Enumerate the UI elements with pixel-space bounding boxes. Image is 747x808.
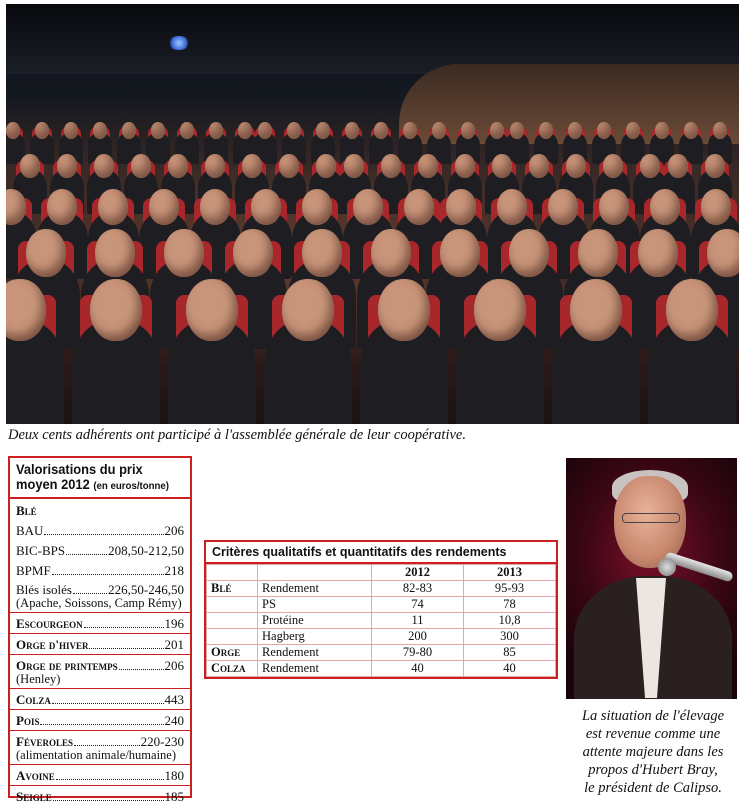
attendee-head: [548, 189, 578, 225]
speaker-photo: [566, 458, 737, 699]
attendee-head: [26, 229, 66, 277]
price-row: Pois 240: [16, 713, 184, 728]
attendee-head: [440, 229, 480, 277]
attendee-head: [638, 229, 678, 277]
attendee-head: [529, 154, 549, 178]
attendee-head: [371, 229, 411, 277]
attendee-head: [98, 189, 128, 225]
attendee-head: [316, 122, 330, 139]
attendee-head: [707, 229, 739, 277]
price-note: (Apache, Soissons, Camp Rémy): [16, 596, 182, 610]
attendee-head: [149, 189, 179, 225]
col-2013: 2013: [464, 565, 556, 581]
table-row: Blé Rendement 82-83 95-93: [207, 581, 556, 597]
price-note: (alimentation animale/humaine): [16, 748, 177, 762]
attendee-head: [597, 122, 611, 139]
attendee-head: [57, 154, 77, 178]
attendee-head: [90, 279, 142, 341]
attendee-head: [186, 279, 238, 341]
price-row: Seigle 185: [16, 789, 184, 804]
yields-table: [206, 564, 556, 677]
attendee-head: [209, 122, 223, 139]
blue-light: [168, 36, 190, 50]
portrait-caption: La situation de l'élevage est revenue comme une attente majeure dans les propos d'Hubert Bray, le président de Calipso.: [581, 708, 725, 796]
yields-table-box: [204, 540, 558, 679]
ble-heading: Blé: [16, 503, 37, 518]
prices-box: [8, 456, 192, 804]
table-row: Orge Rendement 79-80 85: [207, 645, 556, 661]
attendee-head: [200, 189, 230, 225]
attendee-head: [35, 122, 49, 139]
attendee-head: [287, 122, 301, 139]
prices-title: Valorisations du prix moyen 2012 (en euros/tonne): [16, 461, 170, 492]
price-row: Avoine 180: [16, 768, 184, 783]
price-row: Orge d'hiver 201: [16, 637, 184, 652]
attendee-head: [578, 229, 618, 277]
attendee-head: [418, 154, 438, 178]
price-note: (Henley): [16, 672, 61, 686]
price-row: Féveroles 220-230: [16, 734, 184, 749]
attendee-head: [94, 154, 114, 178]
attendee-head: [251, 189, 281, 225]
attendee-head: [432, 122, 446, 139]
attendee-head: [238, 122, 252, 139]
price-row: BPMF 218: [16, 563, 184, 578]
attendee-head: [461, 122, 475, 139]
table-row: Protéine 11 10,8: [207, 613, 556, 629]
attendee-head: [570, 279, 622, 341]
attendee-head: [316, 154, 336, 178]
attendee-head: [302, 229, 342, 277]
attendee-head: [705, 154, 725, 178]
audience-photo: [6, 4, 739, 424]
attendee-head: [599, 189, 629, 225]
yields-title: Critères qualitatifs et quantitatifs des rendements: [206, 542, 556, 564]
attendee-head: [233, 229, 273, 277]
attendee-head: [566, 154, 586, 178]
attendee-head: [6, 122, 20, 139]
attendee-head: [95, 229, 135, 277]
attendee-head: [650, 189, 680, 225]
attendee-head: [510, 122, 524, 139]
attendee-head: [509, 229, 549, 277]
attendee-head: [603, 154, 623, 178]
attendee-head: [258, 122, 272, 139]
attendee-head: [455, 154, 475, 178]
attendee-head: [345, 122, 359, 139]
attendee-head: [446, 189, 476, 225]
attendee-head: [164, 229, 204, 277]
table-header-row: [207, 565, 556, 581]
table-row: Hagberg 200 300: [207, 629, 556, 645]
attendee-head: [403, 122, 417, 139]
attendee-head: [205, 154, 225, 178]
attendee-head: [168, 154, 188, 178]
attendee-head: [640, 154, 660, 178]
attendee-head: [131, 154, 151, 178]
price-row: BIC-BPS 208,50-212,50: [16, 543, 184, 558]
attendee-head: [655, 122, 669, 139]
attendee-head: [180, 122, 194, 139]
price-row: Blés isolés 226,50-246,50: [16, 582, 184, 597]
attendee-head: [668, 154, 688, 178]
attendee-head: [302, 189, 332, 225]
attendee-head: [404, 189, 434, 225]
attendee-head: [64, 122, 78, 139]
attendee-head: [713, 122, 727, 139]
attendee-head: [568, 122, 582, 139]
attendee-head: [242, 154, 262, 178]
price-row: BAU 206: [16, 523, 184, 538]
attendee-head: [701, 189, 731, 225]
attendee-head: [381, 154, 401, 178]
attendee-head: [666, 279, 718, 341]
attendee-head: [539, 122, 553, 139]
attendee-head: [497, 189, 527, 225]
attendee-head: [474, 279, 526, 341]
attendee-head: [122, 122, 136, 139]
attendee-head: [490, 122, 504, 139]
price-row: Escourgeon 196: [16, 616, 184, 631]
attendee-head: [353, 189, 383, 225]
attendee-head: [93, 122, 107, 139]
attendee-head: [344, 154, 364, 178]
attendee-head: [282, 279, 334, 341]
photo-caption: Deux cents adhérents ont participé à l'assemblée générale de leur coopérative.: [8, 427, 466, 443]
attendee-head: [626, 122, 640, 139]
table-row: PS 74 78: [207, 597, 556, 613]
attendee-head: [374, 122, 388, 139]
price-row: Colza 443: [16, 692, 184, 707]
attendee-head: [492, 154, 512, 178]
attendee-head: [20, 154, 40, 178]
attendee-head: [151, 122, 165, 139]
price-row: Orge de printemps 206: [16, 658, 184, 673]
attendee-head: [47, 189, 77, 225]
attendee-head: [684, 122, 698, 139]
table-row: Colza Rendement 40 40: [207, 661, 556, 677]
col-2012: 2012: [372, 565, 464, 581]
attendee-head: [279, 154, 299, 178]
attendee-head: [378, 279, 430, 341]
